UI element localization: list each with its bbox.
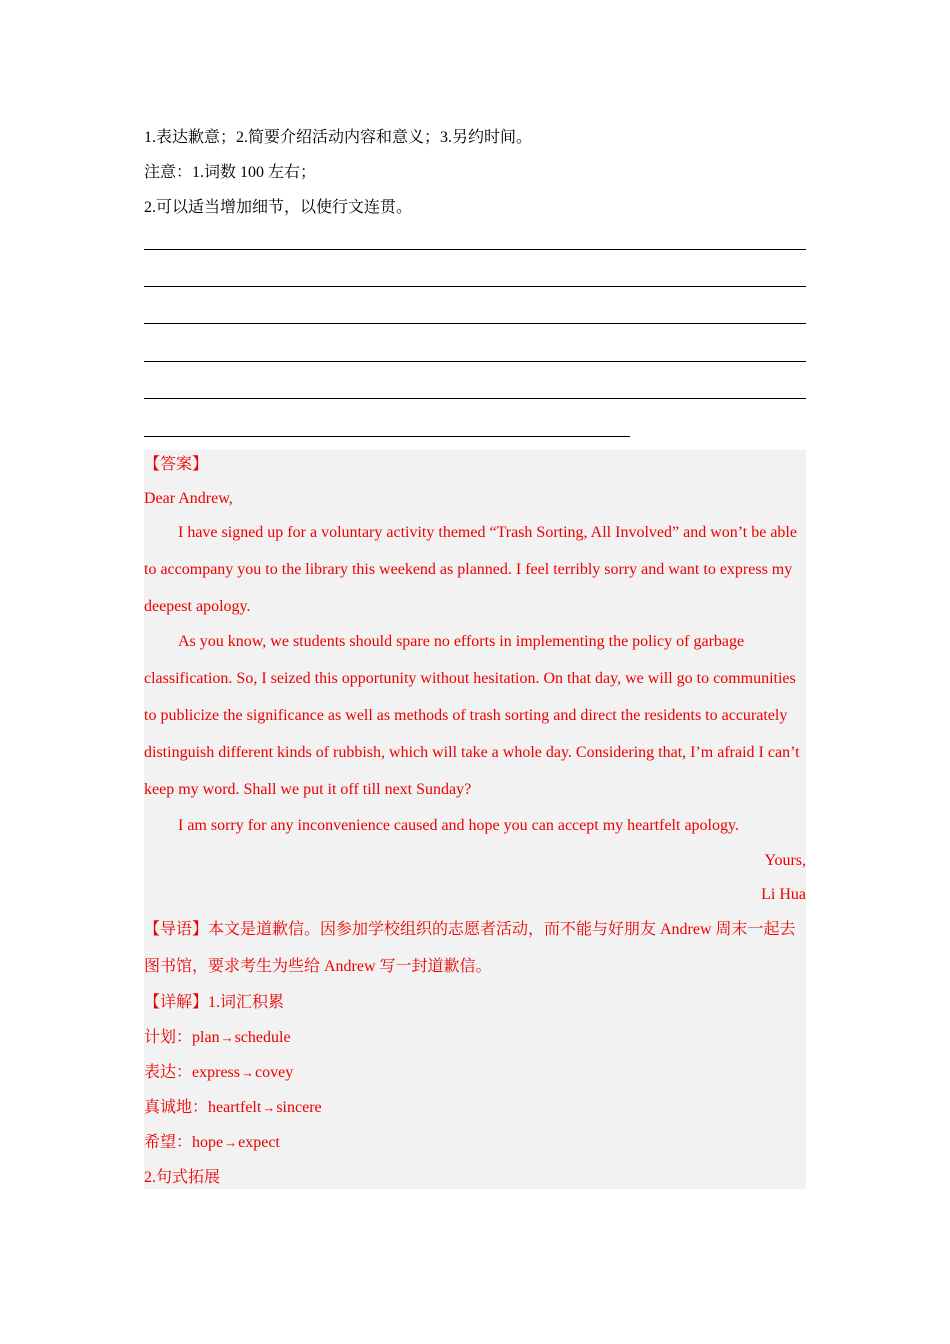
vocab-item [144,1133,280,1153]
vocab-from: plan [192,1029,220,1046]
vocab-to: sincere [276,1099,322,1116]
letter-paragraph-3: I am sorry for any inconvenience caused and hope you can accept my heartfelt apology. [178,817,739,834]
answer-tag: 【答案】 [144,456,209,473]
arrow-icon: → [262,1100,276,1115]
writing-line [144,249,806,250]
writing-line [144,286,806,287]
vocab-item [144,1063,293,1083]
arrow-icon: → [224,1135,238,1150]
vocab-from: express [192,1064,240,1081]
writing-line [144,361,806,362]
vocab-chinese: 真诚地： [144,1099,209,1116]
requirement-points: 1.表达歉意；2.简要介绍活动内容和意义；3.另约时间。 [144,129,533,146]
vocab-to: schedule [234,1029,291,1046]
vocab-item [144,1028,291,1048]
note-word-count: 注意：1.词数 100 左右； [144,164,317,181]
vocab-chinese: 希望： [144,1134,193,1151]
vocab-chinese: 表达： [144,1064,193,1081]
detail-heading: 【详解】1.词汇积累 [144,994,285,1011]
vocab-from: hope [192,1134,224,1151]
letter-paragraph-1: I have signed up for a voluntary activity themed “Trash Sorting, All Involved” and won’t be able to accompany you to the library this weekend as planned. I feel terribly sorry and want to express my deepest apology. [144,524,797,615]
vocab-chinese: 计划： [144,1029,193,1046]
guide-text: 【导语】本文是道歉信。因参加学校组织的志愿者活动，而不能与好朋友 Andrew 周末一起去图书馆，要求考生为些给 Andrew 写一封道歉信。 [144,921,796,975]
letter-paragraph-2: As you know, we students should spare no efforts in implementing the policy of garbage classification. So, I seized this opportunity without hesitation. On that day, we will go to communities to publicize the significance as well as methods of trash sorting and direct the residents to accurately distinguish different kinds of rubbish, which will take a whole day. Considering that, I’m afraid I can’t keep my word. Shall we put it off till next Sunday? [144,633,800,798]
vocab-to: expect [238,1134,280,1151]
arrow-icon: → [241,1065,254,1080]
writing-line [144,323,806,324]
letter-signature: Li Hua [761,886,806,903]
letter-greeting: Dear Andrew, [144,490,233,507]
writing-line [144,398,806,399]
vocab-item [144,1098,322,1118]
sentence-expansion-heading: 2.句式拓展 [144,1169,221,1186]
vocab-to: covey [255,1064,294,1081]
letter-closing: Yours, [764,852,806,869]
arrow-icon: → [220,1030,234,1045]
note-details: 2.可以适当增加细节，以使行文连贯。 [144,199,413,216]
writing-line-short [144,436,630,437]
vocab-from: heartfelt [208,1099,262,1116]
